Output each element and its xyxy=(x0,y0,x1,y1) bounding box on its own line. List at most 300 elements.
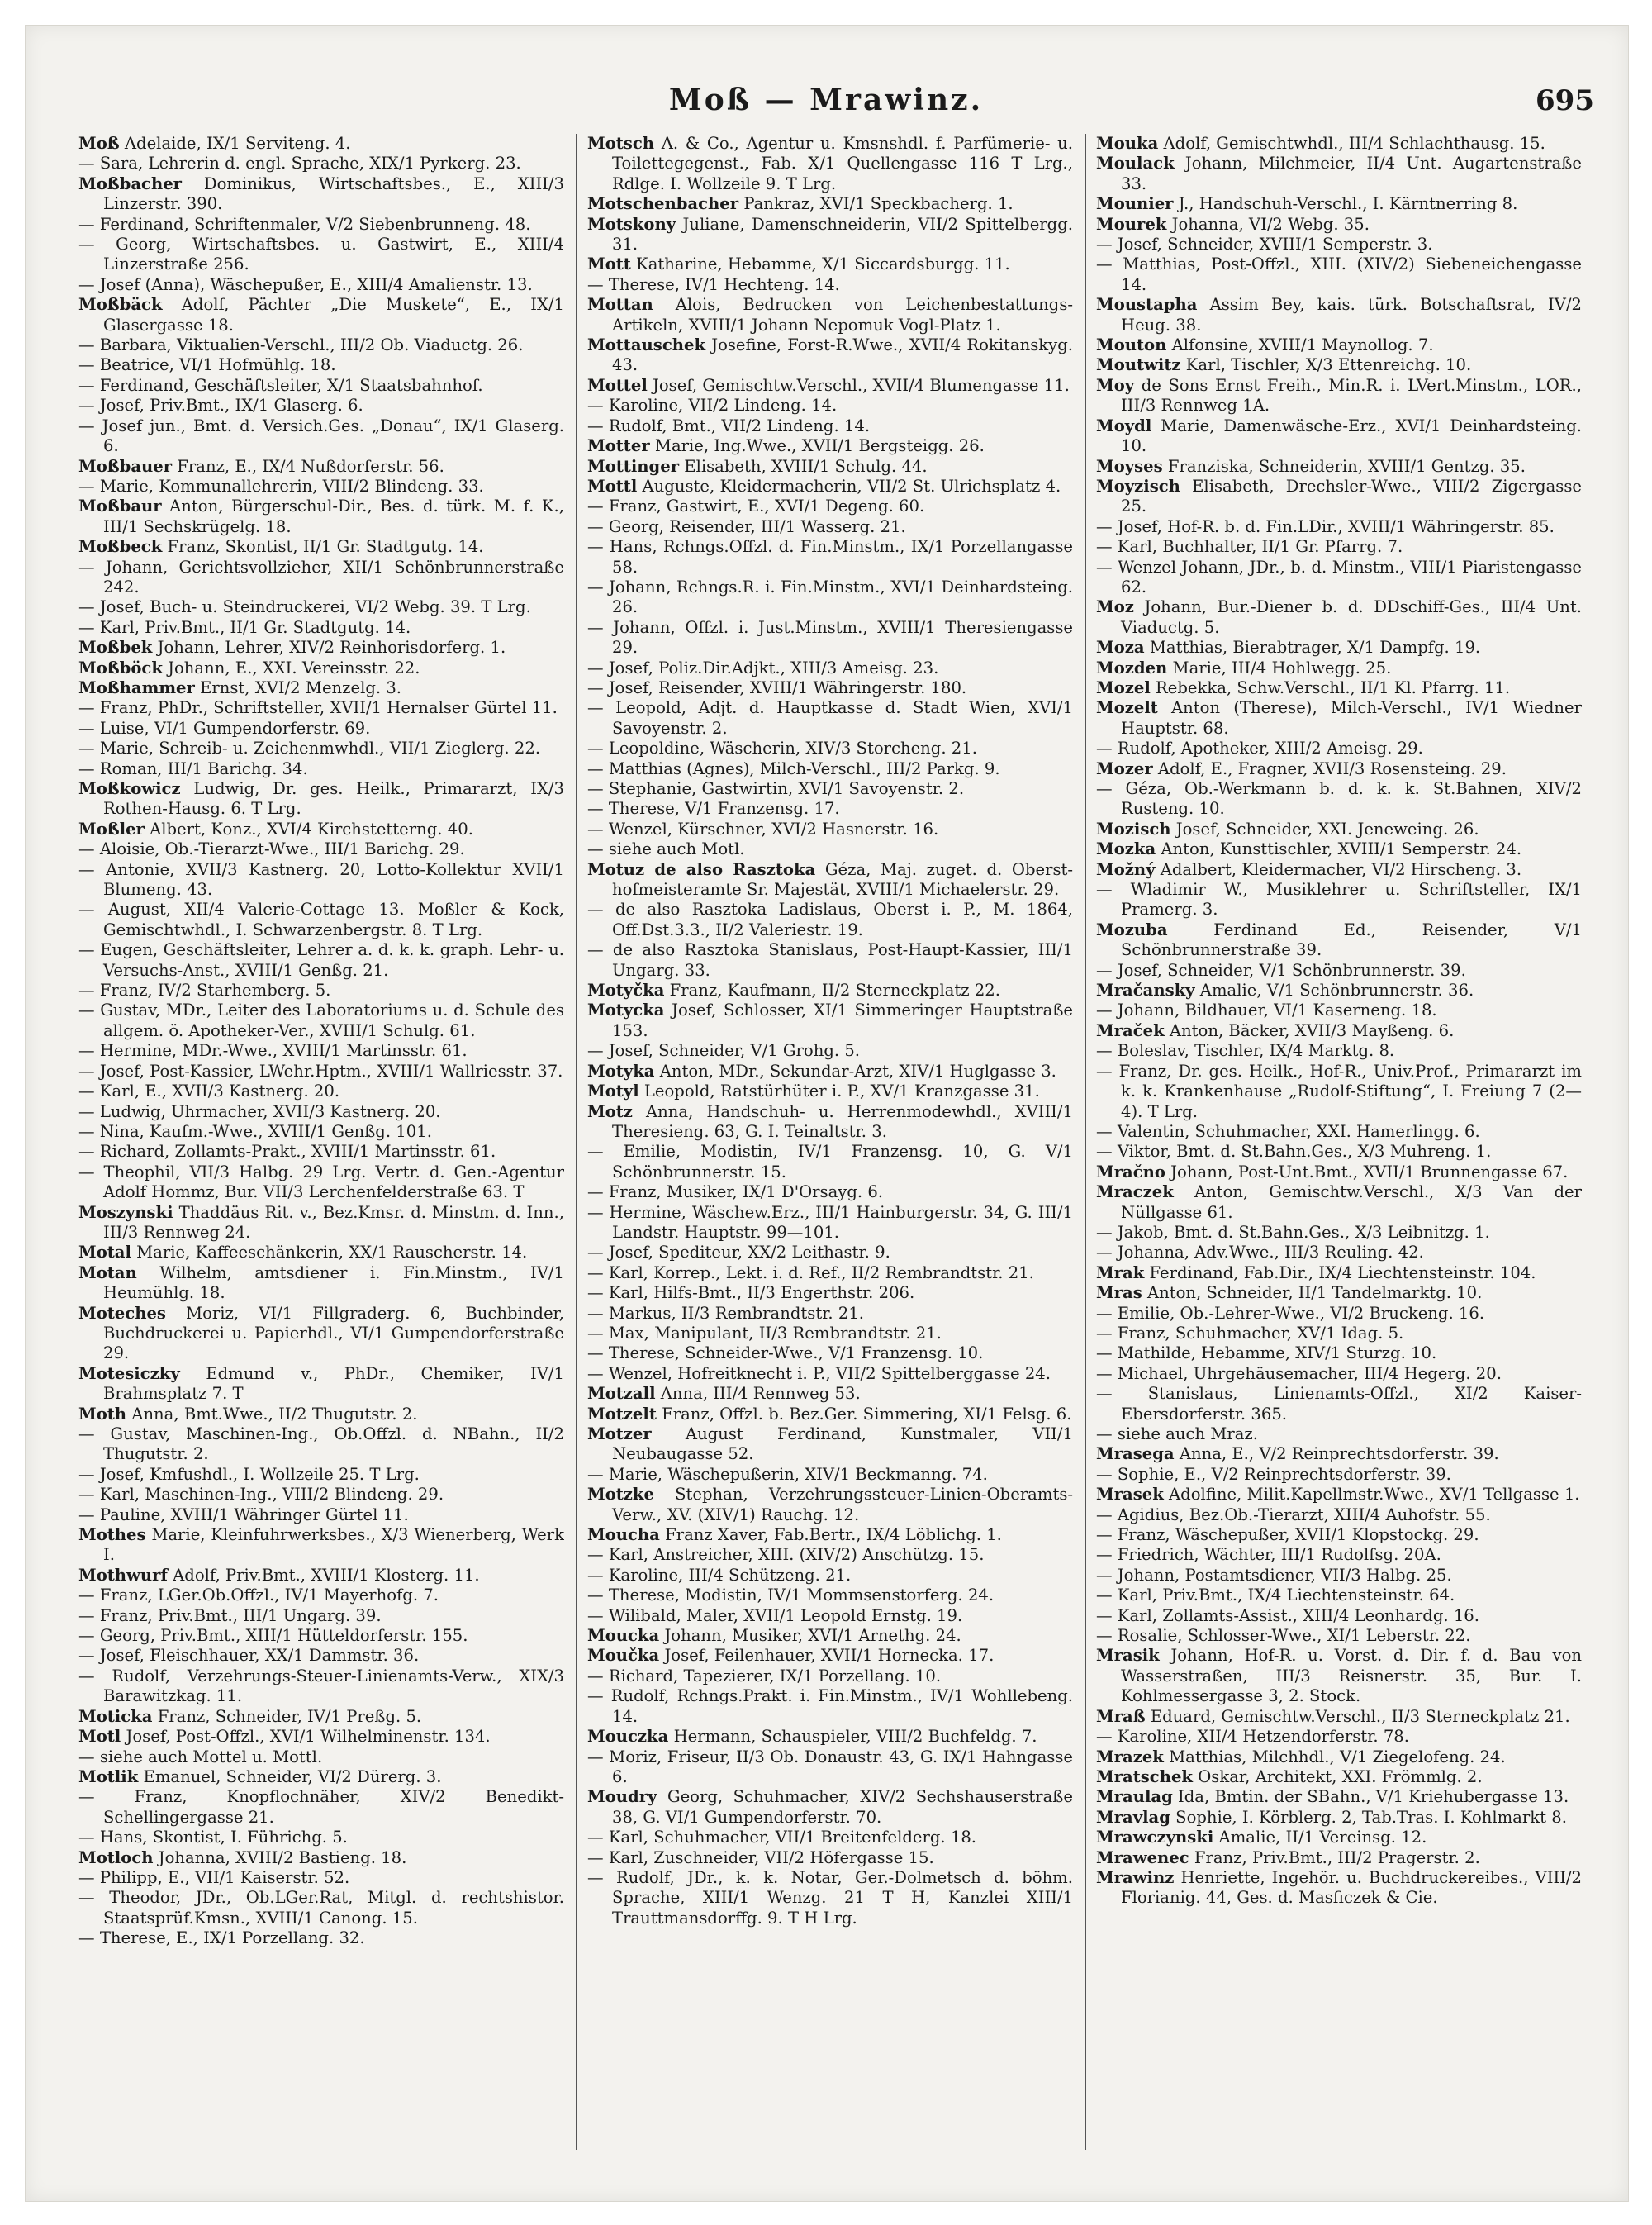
entry-text: — Pauline, XVIII/1 Währinger Gürtel 11. xyxy=(78,1505,409,1524)
entry-surname: Mrazek xyxy=(1096,1747,1164,1766)
entry-text: Marie, Ing.Wwe., XVII/1 Bergsteigg. 26. xyxy=(649,436,985,456)
entry-text: — Georg, Wirtschaftsbes. u. Gastwirt, E., XIII/4 Linzerstraße 256. xyxy=(78,235,564,274)
entry-surname: Moydl xyxy=(1096,416,1152,435)
directory-entry xyxy=(78,759,564,779)
directory-entry xyxy=(587,1485,1073,1525)
entry-text: — Johann, Rchngs.R. i. Fin.Minstm., XVI/1 Deinhardsteing. 26. xyxy=(587,577,1073,617)
directory-entry xyxy=(1096,1707,1582,1727)
directory-entry xyxy=(587,1727,1073,1747)
directory-entry xyxy=(78,618,564,638)
directory-entry xyxy=(587,396,1073,416)
directory-entry xyxy=(587,1203,1073,1243)
directory-entry xyxy=(1096,517,1582,537)
entry-text: — Géza, Ob.-Werkmann b. d. k. k. St.Bahnen, XIV/2 Rusteng. 10. xyxy=(1096,779,1582,819)
entry-surname: Moszynski xyxy=(78,1202,173,1222)
entry-text: — Franz, Gastwirt, E., XVI/1 Degeng. 60. xyxy=(587,497,925,516)
entry-text: — Moriz, Friseur, II/3 Ob. Donaustr. 43, G. IX/1 Hahngasse 6. xyxy=(587,1747,1073,1786)
entry-text: A. & Co., Agentur u. Kmsnshdl. f. Parfümerie- u. Toilettegegenst., Fab. X/1 Quellengasse 116 T Lrg., Rdlge. I. Wollzeile 9. T Lrg. xyxy=(612,134,1073,193)
directory-entry xyxy=(78,154,564,174)
directory-entry xyxy=(1096,1848,1582,1868)
entry-surname: Mottauschek xyxy=(587,335,706,355)
directory-entry xyxy=(78,477,564,497)
entry-text: — Franz, Knopflochnäher, XIV/2 Benedikt-Schellingergasse 21. xyxy=(78,1787,564,1827)
directory-entry xyxy=(587,1062,1073,1082)
entry-text: — Beatrice, VI/1 Hofmühlg. 18. xyxy=(78,355,336,375)
directory-entry xyxy=(78,376,564,396)
entry-surname: Moudry xyxy=(587,1787,657,1807)
entry-text: — Theodor, JDr., Ob.LGer.Rat, Mitgl. d. rechtshistor. Staatsprüf.Kmsn., XVIII/1 Canong. 15. xyxy=(78,1888,564,1928)
entry-surname: Motuz de also Rasztoka xyxy=(587,859,816,879)
directory-entry xyxy=(78,1243,564,1262)
entry-text: Anton, Schneider, II/1 Tandelmarktg. 10. xyxy=(1142,1283,1483,1303)
directory-entry xyxy=(587,335,1073,376)
entry-surname: Motlik xyxy=(78,1766,139,1786)
entry-text: — Rudolf, Bmt., VII/2 Lindeng. 14. xyxy=(587,416,871,435)
directory-entry xyxy=(1096,1041,1582,1061)
directory-entry xyxy=(78,1424,564,1465)
directory-entry xyxy=(1096,1021,1582,1041)
entry-text: — Gustav, Maschinen-Ing., Ob.Offzl. d. NBahn., II/2 Thugutstr. 2. xyxy=(78,1424,564,1464)
entry-surname: Mottl xyxy=(587,476,638,496)
entry-surname: Mratschek xyxy=(1096,1766,1194,1786)
entry-surname: Moticka xyxy=(78,1706,153,1726)
directory-entry xyxy=(587,981,1073,1001)
entry-text: — Nina, Kaufm.-Wwe., XVIII/1 Genßg. 101. xyxy=(78,1121,432,1141)
entry-text: — Karl, E., XVII/3 Kastnerg. 20. xyxy=(78,1082,340,1101)
directory-entry xyxy=(587,194,1073,214)
entry-surname: Motyka xyxy=(587,1061,655,1081)
directory-column-3 xyxy=(1085,134,1582,2150)
entry-text: Sophie, I. Körblerg. 2, Tab.Tras. I. Kohlmarkt 8. xyxy=(1170,1807,1567,1827)
entry-text: Adolf, Priv.Bmt., XVIII/1 Klosterg. 11. xyxy=(167,1565,480,1585)
directory-entry xyxy=(1096,537,1582,557)
directory-entry xyxy=(587,1566,1073,1586)
entry-text: — Rosalie, Schlosser-Wwe., XI/1 Leberstr. 22. xyxy=(1096,1626,1471,1646)
directory-entry xyxy=(1096,658,1582,678)
entry-text: — Karoline, VII/2 Lindeng. 14. xyxy=(587,396,838,416)
entry-text: — Therese, Modistin, IV/1 Mommsenstorferg. 24. xyxy=(587,1586,995,1605)
entry-text: — Josef, Priv.Bmt., IX/1 Glaserg. 6. xyxy=(78,396,363,416)
entry-surname: Moßböck xyxy=(78,658,163,677)
entry-text: Ferdinand Ed., Reisender, V/1 Schönbrunnerstraße 39. xyxy=(1121,920,1582,960)
directory-entry xyxy=(1096,1424,1582,1444)
directory-entry xyxy=(78,1848,564,1868)
entry-text: — Matthias (Agnes), Milch-Verschl., III/2 Parkg. 9. xyxy=(587,758,1000,778)
entry-surname: Moyses xyxy=(1096,456,1163,476)
entry-surname: Motan xyxy=(78,1262,137,1282)
directory-entry xyxy=(587,698,1073,739)
entry-surname: Moteches xyxy=(78,1303,166,1323)
entry-text: — Eugen, Geschäftsleiter, Lehrer a. d. k. k. graph. Lehr- u. Versuchs-Anst., XVIII/1 Genßg. 21. xyxy=(78,940,564,980)
entry-text: — Aloisie, Ob.-Tierarzt-Wwe., III/1 Barichg. 29. xyxy=(78,839,465,859)
entry-text: — Stanislaus, Linienamts-Offzl., XI/2 Kaiser-Ebersdorferstr. 365. xyxy=(1096,1384,1582,1424)
entry-text: Anna, Bmt.Wwe., II/2 Thugutstr. 2. xyxy=(126,1404,418,1424)
entry-text: — August, XII/4 Valerie-Cottage 13. Moßler & Kock, Gemischtwhdl., I. Schwarzenbergstr. 8. T Lrg. xyxy=(78,900,564,939)
entry-text: J., Handschuh-Verschl., I. Kärntnerring 8. xyxy=(1173,194,1518,214)
entry-text: Matthias, Milchhdl., V/1 Ziegelofeng. 24. xyxy=(1163,1747,1506,1766)
entry-surname: Motloch xyxy=(78,1847,154,1867)
directory-entry xyxy=(78,537,564,557)
directory-entry xyxy=(1096,920,1582,961)
directory-entry xyxy=(1096,1828,1582,1847)
directory-entry xyxy=(78,1666,564,1707)
entry-text: — Georg, Reisender, III/1 Wasserg. 21. xyxy=(587,516,906,536)
entry-text: — Karoline, III/4 Schützeng. 21. xyxy=(587,1565,852,1585)
directory-entry xyxy=(1096,1868,1582,1909)
entry-surname: Mozka xyxy=(1096,839,1156,859)
entry-surname: Mothes xyxy=(78,1525,146,1545)
entry-text: — Karl, Zollamts-Assist., XIII/4 Leonhardg. 16. xyxy=(1096,1605,1479,1625)
entry-text: Josef, Gemischtw.Verschl., XVII/4 Blumengasse 11. xyxy=(647,375,1070,395)
directory-entry xyxy=(1096,416,1582,457)
directory-entry xyxy=(1096,1142,1582,1162)
directory-entry xyxy=(587,578,1073,618)
entry-text: Marie, Kleinfuhrwerksbes., X/3 Wienerberg, Werk I. xyxy=(103,1525,564,1565)
entry-text: Hermann, Schauspieler, VIII/2 Buchfeldg. 7. xyxy=(668,1727,1037,1747)
directory-entry xyxy=(1096,739,1582,758)
entry-text: Moriz, VI/1 Fillgraderg. 6, Buchbinder, Buchdruckerei u. Papierhdl., VI/1 Gumpendorferstraße 29. xyxy=(103,1303,564,1363)
entry-text: — Gustav, MDr., Leiter des Laboratoriums u. d. Schule des allgem. ö. Apotheker-Ver., XVIII/1 Schulg. 61. xyxy=(78,1001,564,1040)
entry-text: — Josef, Schneider, XVIII/1 Semperstr. 3. xyxy=(1096,235,1433,254)
directory-entry xyxy=(1096,1465,1582,1485)
directory-entry xyxy=(78,739,564,758)
entry-text: — Rudolf, Apotheker, XIII/2 Ameisg. 29. xyxy=(1096,739,1423,758)
directory-entry xyxy=(1096,134,1582,154)
entry-surname: Mrasik xyxy=(1096,1646,1160,1666)
directory-entry xyxy=(1096,215,1582,235)
entry-text: Juliane, Damenschneiderin, VII/2 Spittelbergg. 31. xyxy=(612,214,1073,254)
directory-entry xyxy=(1096,1122,1582,1142)
directory-column-2 xyxy=(576,134,1073,2150)
entry-text: — Matthias, Post-Offzl., XIII. (XIV/2) Siebeneichengasse 14. xyxy=(1096,254,1582,294)
entry-text: — Ludwig, Uhrmacher, XVII/3 Kastnerg. 20. xyxy=(78,1101,441,1121)
entry-text: Adolf, E., Fragner, XVII/3 Rosensteing. 29. xyxy=(1152,758,1507,778)
entry-text: Adalbert, Kleidermacher, VI/2 Hirscheng. 3. xyxy=(1155,859,1522,879)
directory-entry xyxy=(78,1263,564,1304)
directory-entry xyxy=(587,1384,1073,1404)
entry-text: — Therese, Schneider-Wwe., V/1 Franzensg. 10. xyxy=(587,1343,984,1363)
directory-entry xyxy=(78,678,564,698)
entry-text: Oskar, Architekt, XXI. Frömmlg. 2. xyxy=(1193,1766,1483,1786)
directory-entry xyxy=(78,275,564,295)
entry-text: — Marie, Kommunallehrerin, VIII/2 Blindeng. 33. xyxy=(78,476,484,496)
directory-entry xyxy=(1096,457,1582,477)
directory-entry xyxy=(587,1606,1073,1626)
directory-entry xyxy=(78,1727,564,1747)
entry-text: — Jakob, Bmt. d. St.Bahn.Ges., X/3 Leibnitzg. 1. xyxy=(1096,1222,1490,1242)
entry-text: — Roman, III/1 Barichg. 34. xyxy=(78,758,308,778)
entry-text: — Hans, Skontist, I. Führichg. 5. xyxy=(78,1828,348,1847)
directory-entry xyxy=(1096,335,1582,355)
entry-text: — Friedrich, Wächter, III/1 Rudolfsg. 20A. xyxy=(1096,1545,1441,1565)
directory-entry xyxy=(587,1465,1073,1485)
directory-entry xyxy=(78,779,564,820)
entry-text: Stephan, Verzehrungssteuer-Linien-Oberamts-Verw., XV. (XIV/1) Rauchg. 12. xyxy=(612,1485,1073,1524)
entry-text: Marie, Damenwäsche-Erz., XVI/1 Deinhardsteing. 10. xyxy=(1121,416,1582,456)
entry-text: Thaddäus Rit. v., Bez.Kmsr. d. Minstm. d. Inn., III/3 Rennweg 24. xyxy=(103,1202,564,1242)
entry-surname: Moutwitz xyxy=(1096,355,1181,375)
directory-entry xyxy=(1096,254,1582,295)
entry-surname: Moßbauer xyxy=(78,456,173,476)
entry-text: — Franz, Musiker, IX/1 D'Orsayg. 6. xyxy=(587,1182,884,1202)
entry-surname: Motzer xyxy=(587,1424,652,1443)
entry-text: Ludwig, Dr. ges. Heilk., Primararzt, IX/3 Rothen-Hausg. 6. T Lrg. xyxy=(103,779,564,819)
entry-text: — de also Rasztoka Stanislaus, Post-Haupt-Kassier, III/1 Ungarg. 33. xyxy=(587,940,1073,980)
directory-entry xyxy=(1096,1182,1582,1223)
directory-entry xyxy=(1096,1485,1582,1505)
entry-text: — Rudolf, Verzehrungs-Steuer-Linienamts-Verw., XIX/3 Barawitzkag. 11. xyxy=(78,1666,564,1706)
directory-entry xyxy=(78,1505,564,1525)
entry-text: Wilhelm, amtsdiener i. Fin.Minstm., IV/1 Heumühlg. 18. xyxy=(103,1262,564,1303)
entry-text: Adelaide, IX/1 Serviteng. 4. xyxy=(119,134,351,153)
entry-text: — Karl, Priv.Bmt., II/1 Gr. Stadtgutg. 14. xyxy=(78,617,411,637)
entry-text: Johanna, XVIII/2 Bastieng. 18. xyxy=(153,1847,407,1867)
directory-entry xyxy=(1096,1162,1582,1182)
directory-entry xyxy=(78,335,564,355)
directory-entry xyxy=(78,1102,564,1122)
directory-entry xyxy=(1096,295,1582,335)
entry-text: — Josef, Fleischhauer, XX/1 Dammstr. 36. xyxy=(78,1646,420,1666)
entry-text: — Michael, Uhrgehäusemacher, III/4 Hegerg. 20. xyxy=(1096,1363,1502,1383)
entry-surname: Moßbeck xyxy=(78,537,163,557)
directory-entry xyxy=(587,1324,1073,1343)
entry-text: — Rudolf, Rchngs.Prakt. i. Fin.Minstm., IV/1 Wohllebeng. 14. xyxy=(587,1686,1073,1726)
entry-text: August Ferdinand, Kunstmaler, VII/1 Neubaugasse 52. xyxy=(612,1424,1073,1464)
entry-text: Dominikus, Wirtschaftsbes., E., XIII/3 Linzerstr. 390. xyxy=(103,174,564,214)
directory-entry xyxy=(587,860,1073,901)
entry-text: — Therese, E., IX/1 Porzellang. 32. xyxy=(78,1928,365,1948)
directory-entry xyxy=(1096,1304,1582,1324)
entry-surname: Moßhammer xyxy=(78,677,195,697)
entry-text: Franz, Priv.Bmt., III/2 Pragerstr. 2. xyxy=(1189,1847,1480,1867)
directory-entry xyxy=(1096,880,1582,920)
entry-text: Rebekka, Schw.Verschl., II/1 Kl. Pfarrg. 11. xyxy=(1150,677,1511,697)
entry-text: — Karl, Zuschneider, VII/2 Höfergasse 15. xyxy=(587,1847,934,1867)
entry-text: — Karoline, XII/4 Hetzendorferstr. 78. xyxy=(1096,1727,1410,1747)
entry-text: Johann, Lehrer, XIV/2 Reinhorisdorferg. 1. xyxy=(152,638,506,658)
directory-entry xyxy=(1096,638,1582,658)
directory-entry xyxy=(78,1888,564,1928)
directory-entry xyxy=(1096,1525,1582,1545)
directory-entry xyxy=(78,215,564,235)
entry-text: Katharine, Hebamme, X/1 Siccardsburgg. 11. xyxy=(630,254,1010,274)
directory-entry xyxy=(587,215,1073,255)
page-header xyxy=(58,83,1594,132)
entry-text: Franz Xaver, Fab.Bertr., IX/4 Löblichg. 1. xyxy=(659,1525,1002,1545)
entry-text: — siehe auch Motl. xyxy=(587,839,745,859)
directory-entry xyxy=(78,1041,564,1061)
entry-text: Ernst, XVI/2 Menzelg. 3. xyxy=(194,677,402,697)
entry-surname: Moßkowicz xyxy=(78,779,181,798)
entry-surname: Moulack xyxy=(1096,154,1175,174)
entry-surname: Mozuba xyxy=(1096,920,1168,939)
entry-text: — Johann, Offzl. i. Just.Minstm., XVIII/1 Theresiengasse 29. xyxy=(587,617,1073,658)
entry-text: — Philipp, E., VII/1 Kaiserstr. 52. xyxy=(78,1867,350,1887)
entry-text: — Therese, IV/1 Hechteng. 14. xyxy=(587,274,840,294)
entry-text: Johanna, VI/2 Webg. 35. xyxy=(1166,214,1370,234)
entry-text: Albert, Konz., XVI/4 Kirchstetterng. 40. xyxy=(144,819,473,839)
entry-surname: Motskony xyxy=(587,214,676,234)
directory-entry xyxy=(78,1162,564,1203)
entry-text: — Franz, IV/2 Starhemberg. 5. xyxy=(78,981,331,1001)
directory-entry xyxy=(1096,1808,1582,1828)
directory-entry xyxy=(1096,597,1582,638)
directory-entry xyxy=(78,396,564,416)
entry-text: — Karl, Maschinen-Ing., VIII/2 Blindeng. 29. xyxy=(78,1485,444,1505)
entry-text: — Agidius, Bez.Ob.-Tierarzt, XIII/4 Auhofstr. 55. xyxy=(1096,1505,1491,1524)
directory-entry xyxy=(587,517,1073,537)
entry-surname: Motal xyxy=(78,1243,131,1262)
entry-surname: Mouton xyxy=(1096,335,1167,355)
entry-surname: Motyl xyxy=(587,1082,639,1101)
entry-text: Josef, Feilenhauer, XVII/1 Hornecka. 17. xyxy=(659,1646,995,1666)
directory-entry xyxy=(1096,154,1582,194)
directory-entry xyxy=(587,1787,1073,1828)
entry-text: — Josef, Poliz.Dir.Adjkt., XIII/3 Ameisg. 23. xyxy=(587,658,939,677)
directory-entry xyxy=(587,839,1073,859)
directory-entry xyxy=(78,1485,564,1505)
entry-surname: Moučka xyxy=(587,1646,660,1666)
entry-text: Johann, Musiker, XVI/1 Arnethg. 24. xyxy=(659,1626,961,1646)
directory-entry xyxy=(78,1122,564,1142)
entry-text: — Mathilde, Hebamme, XIV/1 Sturzg. 10. xyxy=(1096,1343,1437,1363)
entry-surname: Mouka xyxy=(1096,134,1159,153)
directory-entry xyxy=(587,1304,1073,1324)
entry-text: — Hermine, MDr.-Wwe., XVIII/1 Martinsstr. 61. xyxy=(78,1041,468,1061)
entry-text: — Josef, Kmfushdl., I. Wollzeile 25. T Lrg. xyxy=(78,1464,420,1484)
entry-surname: Moßbäck xyxy=(78,295,163,315)
entry-surname: Motschenbacher xyxy=(587,194,739,214)
directory-entry xyxy=(1096,981,1582,1001)
entry-text: — Karl, Schuhmacher, VII/1 Breitenfelderg. 18. xyxy=(587,1828,977,1847)
page-number: 695 xyxy=(1536,84,1594,117)
entry-surname: Mrasega xyxy=(1096,1444,1175,1464)
entry-text: — Josef, Hof-R. b. d. Fin.LDir., XVIII/1 Währingerstr. 85. xyxy=(1096,516,1555,536)
directory-entry xyxy=(78,174,564,215)
directory-entry xyxy=(587,1364,1073,1384)
entry-surname: Mozer xyxy=(1096,758,1153,778)
directory-entry xyxy=(78,1405,564,1424)
entry-text: Auguste, Kleidermacherin, VII/2 St. Ulrichsplatz 4. xyxy=(637,476,1061,496)
directory-entry xyxy=(587,275,1073,295)
directory-entry xyxy=(587,376,1073,396)
entry-text: — Franz, Schuhmacher, XV/1 Idag. 5. xyxy=(1096,1323,1404,1343)
directory-entry xyxy=(1096,1545,1582,1565)
directory-entry xyxy=(587,618,1073,658)
entry-text: — Marie, Schreib- u. Zeichenmwhdl., VII/1 Zieglerg. 22. xyxy=(78,739,541,758)
directory-entry xyxy=(78,1646,564,1666)
entry-text: Josef, Post-Offzl., XVI/1 Wilhelminenstr. 134. xyxy=(121,1727,491,1747)
directory-entry xyxy=(78,1001,564,1041)
directory-entry xyxy=(1096,1223,1582,1243)
entry-text: Johann, Bur.-Diener b. d. DDschiff-Ges., III/4 Unt. Viaductg. 5. xyxy=(1121,597,1582,637)
entry-text: — Sophie, E., V/2 Reinprechtsdorferstr. 39. xyxy=(1096,1464,1451,1484)
directory-entry xyxy=(587,1263,1073,1283)
entry-surname: Mrasek xyxy=(1096,1485,1164,1505)
entry-text: Alfonsine, XVIII/1 Maynollog. 7. xyxy=(1166,335,1434,355)
entry-text: — Johann, Postamtsdiener, VII/3 Halbg. 25. xyxy=(1096,1565,1452,1585)
directory-entry xyxy=(1096,698,1582,739)
entry-text: Johann, Post-Unt.Bmt., XVII/1 Brunnengasse 67. xyxy=(1165,1162,1569,1181)
directory-entry xyxy=(1096,820,1582,839)
directory-entry xyxy=(587,900,1073,940)
entry-text: — Viktor, Bmt. d. St.Bahn.Ges., X/3 Muhreng. 1. xyxy=(1096,1142,1492,1162)
directory-entry xyxy=(587,1343,1073,1363)
entry-surname: Mothwurf xyxy=(78,1565,168,1585)
entry-text: — Josef, Reisender, XVIII/1 Währingerstr. 180. xyxy=(587,677,967,697)
directory-entry xyxy=(1096,1364,1582,1384)
entry-text: Anton, Gemischtw.Verschl., X/3 Van der Nüllgasse 61. xyxy=(1121,1182,1582,1222)
entry-surname: Motz xyxy=(587,1101,633,1121)
directory-entry xyxy=(1096,1586,1582,1605)
entry-text: Anton, Bürgerschul-Dir., Bes. d. türk. M. f. K., III/1 Sechskrügelg. 18. xyxy=(103,497,564,536)
directory-entry xyxy=(78,1928,564,1948)
entry-text: — Hans, Rchngs.Offzl. d. Fin.Minstm., IX/1 Porzellangasse 58. xyxy=(587,537,1073,577)
entry-text: — Wenzel Johann, JDr., b. d. Minstm., VIII/1 Piaristengasse 62. xyxy=(1096,557,1582,597)
entry-text: — Luise, VI/1 Gumpendorferstr. 69. xyxy=(78,718,371,738)
entry-surname: Moz xyxy=(1096,597,1134,617)
directory-entry xyxy=(78,497,564,537)
entry-text: — Josef, Buch- u. Steindruckerei, VI/2 Webg. 39. T Lrg. xyxy=(78,597,531,617)
entry-surname: Motter xyxy=(587,436,650,456)
directory-entry xyxy=(587,1182,1073,1202)
entry-text: Anton (Therese), Milch-Verschl., IV/1 Wiedner Hauptstr. 68. xyxy=(1121,698,1582,738)
entry-surname: Moßler xyxy=(78,819,145,839)
entry-text: — Franz, LGer.Ob.Offzl., IV/1 Mayerhofg. 7. xyxy=(78,1586,439,1605)
entry-text: — Johann, Bildhauer, VI/1 Kaserneng. 18. xyxy=(1096,1001,1437,1020)
entry-text: — Richard, Tapezierer, IX/1 Porzellang. 10. xyxy=(587,1666,942,1685)
entry-text: — Josef (Anna), Wäschepußer, E., XIII/4 Amalienstr. 13. xyxy=(78,274,533,294)
entry-text: Franz, Skontist, II/1 Gr. Stadtgutg. 14. xyxy=(162,537,484,557)
entry-text: — Barbara, Viktualien-Verschl., III/2 Ob. Viaductg. 26. xyxy=(78,335,524,355)
entry-text: Ferdinand, Fab.Dir., IX/4 Liechtensteinstr. 104. xyxy=(1144,1262,1536,1282)
directory-entry xyxy=(1096,558,1582,598)
directory-entry xyxy=(1096,1626,1582,1646)
directory-entry xyxy=(1096,477,1582,517)
directory-entry xyxy=(587,1243,1073,1262)
directory-entry xyxy=(587,1525,1073,1545)
entry-text: Franziska, Schneiderin, XVIII/1 Gentzg. 35. xyxy=(1162,456,1526,476)
directory-entry xyxy=(78,860,564,901)
entry-text: Johann, Hof-R. u. Vorst. d. Dir. f. d. Bau von Wasserstraßen, III/3 Reisnerstr. 35, Bur. I. Kohlmessergasse 3, 2. Stock. xyxy=(1121,1646,1582,1706)
entry-surname: Mozel xyxy=(1096,677,1151,697)
directory-entry xyxy=(587,436,1073,456)
entry-surname: Mounier xyxy=(1096,194,1174,214)
directory-entry xyxy=(78,1626,564,1646)
entry-text: Géza, Maj. zuget. d. Oberst-hofmeisteramte Sr. Majestät, XVIII/1 Michaelerstr. 29. xyxy=(612,859,1073,900)
directory-entry xyxy=(78,1707,564,1727)
entry-surname: Moza xyxy=(1096,638,1145,658)
entry-surname: Mrawenec xyxy=(1096,1847,1189,1867)
directory-entry xyxy=(587,1283,1073,1303)
directory-entry xyxy=(1096,1767,1582,1787)
entry-text: — Franz, Wäschepußer, XVII/1 Klopstockg. 29. xyxy=(1096,1525,1479,1545)
directory-entry xyxy=(1096,376,1582,416)
entry-surname: Moyzisch xyxy=(1096,476,1180,496)
entry-surname: Mott xyxy=(587,254,631,274)
entry-text: — Hermine, Wäschew.Erz., III/1 Hainburgerstr. 34, G. III/1 Landstr. Hauptstr. 99—101. xyxy=(587,1202,1073,1242)
entry-surname: Motycka xyxy=(587,1001,665,1020)
entry-text: — Johann, Gerichtsvollzieher, XII/1 Schönbrunnerstraße 242. xyxy=(78,557,564,597)
entry-text: — de also Rasztoka Ladislaus, Oberst i. P., M. 1864, Off.Dst.3.3., II/2 Valeriestr. 19. xyxy=(587,900,1073,939)
entry-surname: Mračno xyxy=(1096,1162,1165,1181)
directory-entry xyxy=(587,1586,1073,1605)
directory-entry xyxy=(587,537,1073,578)
directory-entry xyxy=(78,1142,564,1162)
entry-text: Amalie, V/1 Schönbrunnerstr. 36. xyxy=(1194,981,1474,1001)
directory-entry xyxy=(587,1545,1073,1565)
directory-entry xyxy=(1096,1343,1582,1363)
